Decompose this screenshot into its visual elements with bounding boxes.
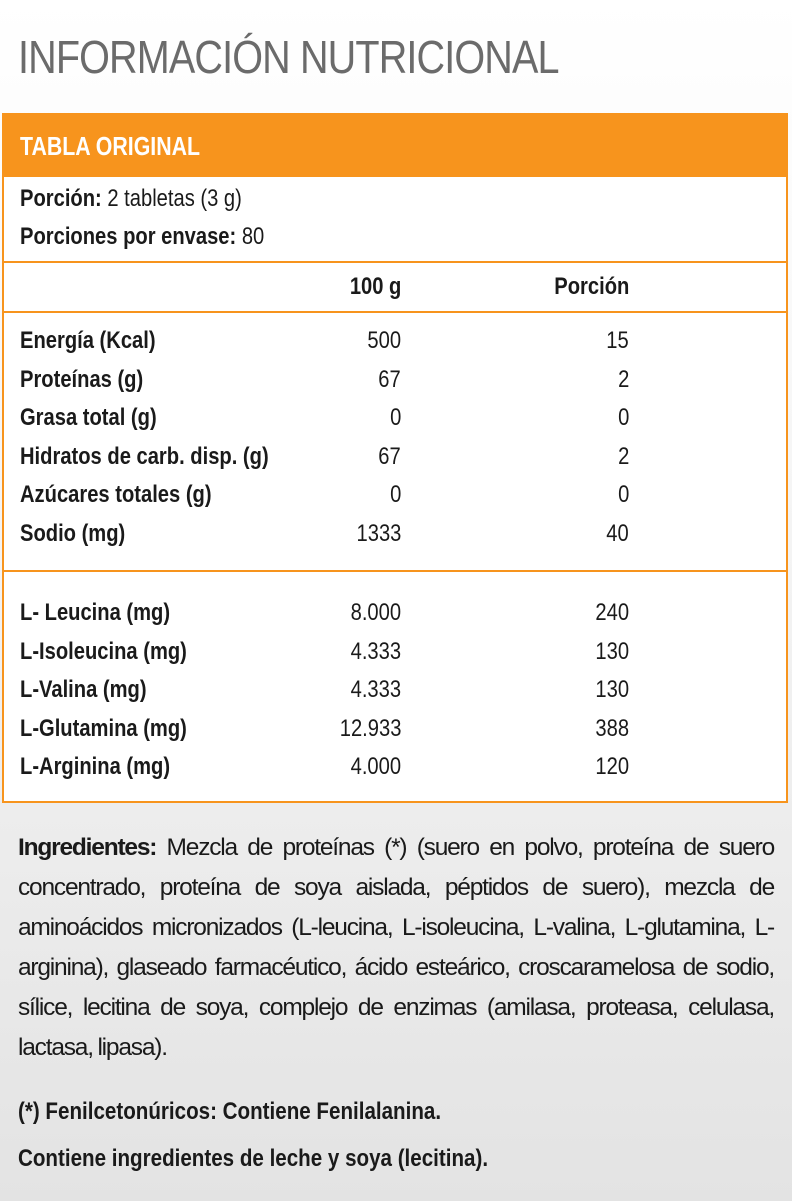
row-value-100g: 4.333: [350, 676, 401, 704]
row-name: Energía (Kcal): [20, 327, 156, 354]
servings-row: [20, 223, 264, 251]
ingredients-paragraph: [18, 828, 774, 1068]
divider: [4, 570, 786, 572]
row-value-100g: 12.933: [339, 714, 401, 742]
portion-label: Porción:: [20, 185, 102, 212]
table-header: [4, 115, 786, 177]
row-value-portion: 40: [606, 520, 629, 547]
row-value-portion: 0: [617, 404, 629, 432]
phenylketonuria-warning: (*) Fenilcetonúricos: Contiene Fenilalanina.: [18, 1098, 442, 1125]
row-name: L-Valina (mg): [20, 676, 147, 704]
row-value-100g: 500: [367, 327, 401, 354]
page-title: INFORMACIÓN NUTRICIONAL: [18, 31, 559, 83]
row-value-100g: 67: [378, 365, 401, 393]
row-name: Proteínas (g): [20, 365, 144, 393]
row-value-portion: 130: [595, 676, 629, 704]
table-header-label: TABLA ORIGINAL: [20, 131, 201, 161]
ingredients-label: Ingredientes:: [18, 834, 157, 861]
row-value-portion: 2: [617, 365, 629, 393]
row-name: Grasa total (g): [20, 404, 157, 432]
row-value-100g: 4.333: [350, 637, 401, 665]
servings-label: Porciones por envase:: [20, 223, 237, 250]
divider: [4, 311, 786, 313]
row-value-100g: 0: [389, 481, 401, 509]
row-value-portion: 388: [595, 714, 629, 742]
nutrition-table: [2, 113, 788, 803]
row-value-100g: 0: [389, 404, 401, 432]
row-name: Azúcares totales (g): [20, 481, 212, 509]
row-value-portion: 15: [606, 327, 629, 354]
portion-value: 2 tabletas (3 g): [101, 185, 242, 212]
portion-row: [20, 185, 242, 213]
row-value-100g: 8.000: [350, 599, 401, 626]
row-value-portion: 0: [617, 481, 629, 509]
row-value-100g: 67: [378, 442, 401, 470]
row-value-100g: 1333: [356, 520, 401, 547]
row-value-portion: 130: [595, 637, 629, 665]
row-name: L-Arginina (mg): [20, 753, 171, 781]
row-value-portion: 120: [595, 753, 629, 781]
row-name: L-Glutamina (mg): [20, 714, 187, 742]
row-name: L-Isoleucina (mg): [20, 637, 187, 665]
column-header-portion: Porción: [553, 273, 629, 300]
column-header-100g: 100 g: [349, 273, 401, 300]
row-name: Sodio (mg): [20, 520, 126, 547]
row-value-100g: 4.000: [350, 753, 401, 781]
row-value-portion: 2: [617, 442, 629, 470]
allergen-warning: Contiene ingredientes de leche y soya (lecitina).: [18, 1145, 489, 1172]
row-name: Hidratos de carb. disp. (g): [20, 442, 269, 470]
divider: [4, 261, 786, 263]
ingredients-text: Mezcla de proteínas (*) (suero en polvo, proteína de suero concentrado, proteína de soya aislada, péptidos de suero), mezcla de aminoácidos micronizados (L-leucina, L-isoleucina, L-valina, L-glutamina, L-arginina), glaseado farmacéutico, ácido esteárico, croscaramelosa de sodio, sílice, lecitina de soya, complejo de enzimas (amilasa, proteasa, celulasa, lactasa, lipasa).: [18, 834, 774, 1061]
row-value-portion: 240: [595, 599, 629, 626]
servings-value: 80: [236, 223, 265, 250]
row-name: L- Leucina (mg): [20, 599, 171, 626]
